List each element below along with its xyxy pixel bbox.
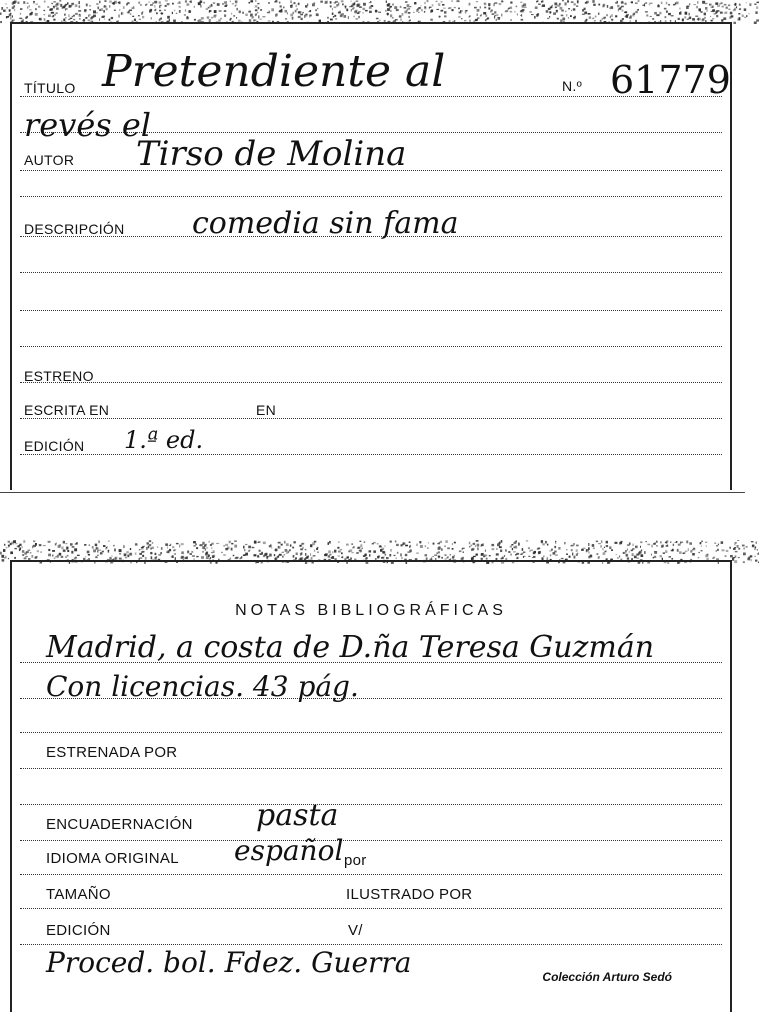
encuadernacion-value: pasta [256, 798, 339, 833]
card-top-bottom-rule [0, 492, 745, 493]
scan-noise-top [0, 0, 759, 24]
idioma-original-value: español [234, 834, 344, 867]
catalog-card-top [10, 22, 732, 490]
edicion-value: 1.ª ed. [124, 426, 204, 454]
autor-label: AUTOR [24, 152, 75, 168]
v-label: V/ [348, 922, 363, 939]
notas-heading: NOTAS BIBLIOGRÁFICAS [235, 602, 507, 619]
numero-label: N.º [562, 78, 583, 94]
edicion-label-bottom: EDICIÓN [46, 922, 111, 939]
en-label: EN [256, 402, 277, 418]
autor-value: Tirso de Molina [136, 134, 407, 174]
notes-line-2: Con licencias. 43 pág. [46, 670, 359, 703]
escrita-en-label: ESCRITA EN [24, 402, 110, 418]
edicion-label: EDICIÓN [24, 438, 85, 454]
catalog-card-bottom [10, 560, 732, 1012]
tamano-label: TAMAÑO [46, 886, 111, 903]
procedencia-value: Proced. bol. Fdez. Guerra [46, 946, 412, 979]
estreno-label: ESTRENO [24, 368, 94, 384]
ilustrado-por-label: ILUSTRADO POR [346, 886, 473, 903]
descripcion-label: DESCRIPCIÓN [24, 221, 125, 237]
por-label: por [344, 852, 367, 869]
encuadernacion-label: ENCUADERNACIÓN [46, 816, 193, 833]
collection-credit: Colección Arturo Sedó [542, 970, 672, 984]
titulo-value-line2: revés el [24, 106, 152, 144]
titulo-value: Pretendiente al [102, 46, 446, 97]
titulo-label: TÍTULO [24, 80, 76, 96]
numero-value: 61779 [610, 58, 731, 102]
idioma-original-label: IDIOMA ORIGINAL [46, 850, 179, 867]
estrenada-por-label: ESTRENADA POR [46, 744, 178, 761]
descripcion-value: comedia sin fama [192, 206, 459, 241]
notes-line-1: Madrid, a costa de D.ña Teresa Guzmán [46, 630, 655, 665]
